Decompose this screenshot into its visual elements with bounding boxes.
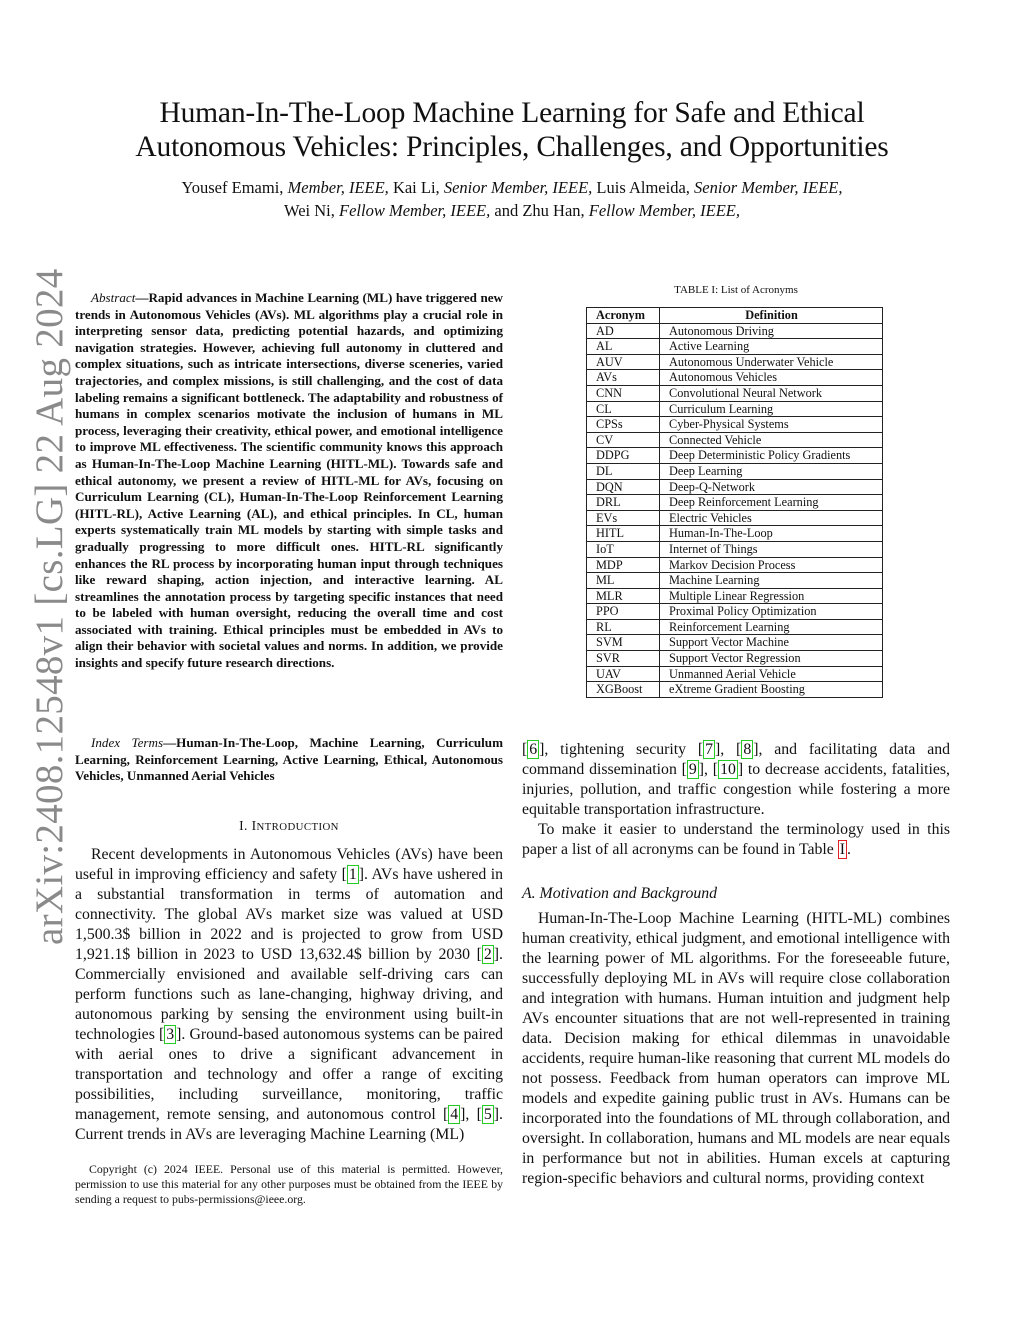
table-reference-link[interactable]: I bbox=[839, 841, 846, 858]
author-line-2 bbox=[0, 199, 1024, 222]
abstract bbox=[75, 290, 503, 672]
intro-paragraph: Recent developments in Autonomous Vehicles (AVs) have been useful in improving efficiency and safety [ 1 ]. AVs have ushered in a substantial transformation in terms of automation and connectivity. The global AVs market size was valued at USD 1,500.3$ billion in 2022 and is projected to grow from USD 1,921.1$ billion in 2023 to USD 13,632.4$ billion by 2030 [ 2 ]. Commercially envisioned and available self-driving cars can perform functions such as lane-changing, highway driving, and autonomous parking by sensing the environment using built-in technologies [ 3 ]. Ground-based autonomous systems can be paired with aerial ones to drive a significant advancement in transportation and technology and offer a range of exciting possibilities, including surveillance, monitoring, traffic management, remote sensing, and autonomous control [ 4 ], [ 5 ]. Current trends in AVs are leveraging Machine Learning (ML) bbox=[75, 846, 503, 1143]
table-row: PPO Proximal Policy Optimization bbox=[587, 604, 883, 620]
table-row: AVs Autonomous Vehicles bbox=[587, 370, 883, 386]
table-row: SVR Support Vector Regression bbox=[587, 651, 883, 667]
citation-link[interactable]: 2 bbox=[483, 946, 492, 963]
author-role: Senior Member, IEEE, bbox=[694, 178, 843, 197]
table-row: XGBoost eXtreme Gradient Boosting bbox=[587, 682, 883, 698]
section-heading-introduction: I. INTRODUCTION bbox=[239, 818, 339, 833]
citation-link[interactable]: 9 bbox=[688, 761, 697, 778]
table-row: IoT Internet of Things bbox=[587, 541, 883, 557]
citation-link[interactable]: 10 bbox=[720, 761, 736, 778]
title-line-1: Human-In-The-Loop Machine Learning for Safe and Ethical bbox=[159, 97, 865, 129]
citation-link[interactable]: 6 bbox=[529, 741, 538, 758]
citation-link[interactable]: 7 bbox=[705, 741, 714, 758]
table-row: CNN Convolutional Neural Network bbox=[587, 385, 883, 401]
abstract-label: Abstract bbox=[91, 290, 136, 305]
table-caption: TABLE I: List of Acronyms bbox=[674, 284, 798, 296]
table-row: DRL Deep Reinforcement Learning bbox=[587, 495, 883, 511]
author-name: Wei Ni, bbox=[283, 201, 335, 220]
author-role: Fellow Member, IEEE, bbox=[339, 201, 491, 220]
author-list bbox=[0, 176, 1024, 222]
index-terms-text: —Human-In-The-Loop, Machine Learning, Curriculum Learning, Reinforcement Learning, Active Learning, Ethical, Autonomous Vehicles, Unmanned Aerial Vehicles bbox=[75, 735, 503, 784]
table-row: UAV Unmanned Aerial Vehicle bbox=[587, 666, 883, 682]
column-header-definition: Definition bbox=[660, 308, 883, 324]
table-row: HITL Human-In-The-Loop bbox=[587, 526, 883, 542]
table-row: MLR Multiple Linear Regression bbox=[587, 588, 883, 604]
copyright-footnote: Copyright (c) 2024 IEEE. Personal use of this material is permitted. However, permission to use this material for any other purposes must be obtained from the IEEE by sending a request to pubs-permissions@ieee.org. bbox=[75, 1162, 503, 1206]
index-terms bbox=[75, 735, 503, 785]
arxiv-side-label: arXiv:2408.12548v1 [cs.LG] 22 Aug 2024 bbox=[28, 268, 71, 945]
subsection-heading-motivation: A. Motivation and Background bbox=[522, 885, 718, 902]
paper-title bbox=[0, 96, 1024, 164]
abstract-text: —Rapid advances in Machine Learning (ML) have triggered new trends in Autonomous Vehicles (AVs). ML algorithms play a crucial role in interpreting sensor data, predicting potential hazards, and optimizing navigation strategies. However, achieving full autonomy in cluttered and complex situations, such as intricate intersections, diverse sceneries, varied trajectories, and complex missions, is still challenging, and the cost of data labeling remains a significant bottleneck. The adaptability and robustness of humans in complex scenarios motivate the inclusion of humans in ML process, leveraging their creativity, ethical power, and emotional intelligence to improve ML effectiveness. The scientific community knows this approach as Human-In-The-Loop Machine Learning (HITL-ML). Towards safe and ethical autonomy, we present a review of HITL-ML for AVs, focusing on Curriculum Learning (CL), Human-In-The-Loop Reinforcement Learning (HITL-RL), Active Learning (AL), and ethical principles. In CL, human experts systematically train ML models by starting with simple tasks and gradually progressing to more difficult ones. HITL-RL significantly enhances the RL process by incorporating human input through techniques like reward shaping, action injection, and interactive learning. AL streamlines the annotation process by targeting specific instances that need to be labeled with human oversight, reducing the overall time and cost associated with training. Ethical principles must be embedded in AVs to align their behavior with societal values and norms. In addition, we provide insights and specify future research directions. bbox=[75, 290, 503, 671]
author-role: Senior Member, IEEE, bbox=[443, 178, 593, 197]
author-name: Luis Almeida, bbox=[596, 178, 690, 197]
table-row: RL Reinforcement Learning bbox=[587, 619, 883, 635]
table-header-row bbox=[587, 308, 883, 324]
title-line-2: Autonomous Vehicles: Principles, Challenges, and Opportunities bbox=[135, 131, 889, 163]
author-name: Kai Li, bbox=[392, 178, 440, 197]
author-conjunction: and bbox=[494, 201, 519, 220]
author-name: Yousef Emami, bbox=[181, 178, 284, 197]
citation-link[interactable]: 8 bbox=[743, 741, 752, 758]
table-row: MDP Markov Decision Process bbox=[587, 557, 883, 573]
author-role: Fellow Member, IEEE, bbox=[588, 201, 740, 220]
author-role: Member, IEEE, bbox=[287, 178, 389, 197]
table-row: CV Connected Vehicle bbox=[587, 432, 883, 448]
table-row: ML Machine Learning bbox=[587, 573, 883, 589]
table-row: AUV Autonomous Underwater Vehicle bbox=[587, 354, 883, 370]
column-header-acronym: Acronym bbox=[587, 308, 660, 324]
table-row: DQN Deep-Q-Network bbox=[587, 479, 883, 495]
table-row: DDPG Deep Deterministic Policy Gradients bbox=[587, 448, 883, 464]
author-name: Zhu Han, bbox=[522, 201, 585, 220]
motivation-paragraph: Human-In-The-Loop Machine Learning (HITL-ML) combines human creativity, ethical judgment, and emotional intelligence with the learning power of ML algorithms. For the foreseeable future, successfully deploying ML in AVs will require close collaboration and integration with humans. Human intuition and judgment help AVs encounter situations that are not well-represented in training data. Decision making for ethical dilemmas in unavoidable accidents, require human-like reasoning that current ML models do not possess. Feedback from human operators can improve ML models and expedite gaining public trust in AVs. Humans can be incorporated into the foundations of ML through collaboration, and oversight. In collaboration, humans and ML models are near equals in performance but not in abilities. Human excels at capturing region-specific behaviors and cultural norms, providing context bbox=[522, 910, 950, 1187]
right-paragraph-continuation: [ 6 ], tightening security [ 7 ], [ 8 ], and facilitating data and command dissemination [ 9 ], [ 10 ] to decrease accidents, fatalities, injuries, pollution, and traffic congestion while fostering a more equitable transportation infrastructure. bbox=[522, 741, 950, 818]
table-row: SVM Support Vector Machine bbox=[587, 635, 883, 651]
acronym-note-paragraph: To make it easier to understand the terminology used in this paper a list of all acronyms can be found in Table I . bbox=[522, 821, 950, 858]
citation-link[interactable]: 3 bbox=[166, 1026, 175, 1043]
table-row: CL Curriculum Learning bbox=[587, 401, 883, 417]
citation-link[interactable]: 4 bbox=[450, 1106, 459, 1123]
table-row: AL Active Learning bbox=[587, 339, 883, 355]
index-terms-label: Index Terms bbox=[91, 735, 164, 750]
table-row: EVs Electric Vehicles bbox=[587, 510, 883, 526]
table-row: DL Deep Learning bbox=[587, 463, 883, 479]
acronym-table bbox=[586, 307, 883, 698]
citation-link[interactable]: 1 bbox=[348, 866, 357, 883]
author-line-1 bbox=[0, 176, 1024, 199]
table-row: AD Autonomous Driving bbox=[587, 323, 883, 339]
citation-link[interactable]: 5 bbox=[483, 1106, 492, 1123]
table-row: CPSs Cyber-Physical Systems bbox=[587, 417, 883, 433]
